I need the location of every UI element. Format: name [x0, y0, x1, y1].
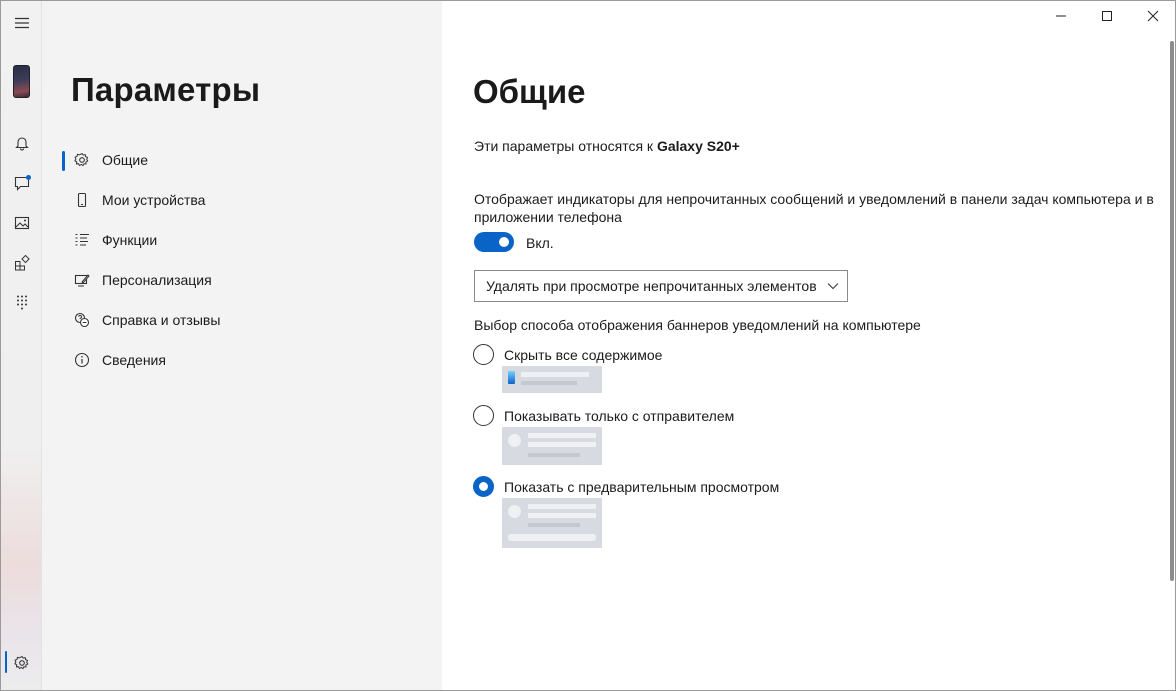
device-name: Galaxy S20+ [656, 138, 740, 154]
nav-item-personalization[interactable] [62, 262, 432, 298]
toggle-state-label: Вкл. [526, 235, 554, 251]
radio-label-with-preview[interactable]: Показать с предварительным просмотром [504, 479, 780, 495]
nav-item-label: Справка и отзывы [102, 312, 221, 328]
nav-item-general[interactable] [62, 142, 432, 178]
radio-hide-content[interactable] [473, 344, 494, 365]
applies-to-text [474, 138, 740, 154]
phone-thumbnail[interactable] [13, 65, 30, 98]
radio-label-hide-content[interactable]: Скрыть все содержимое [504, 347, 663, 363]
nav-selection-indicator [62, 151, 65, 171]
maximize-icon [1101, 9, 1113, 27]
gear-icon [73, 151, 91, 169]
personalization-icon [73, 271, 91, 289]
minimize-icon [1055, 9, 1067, 27]
close-icon [1147, 9, 1159, 27]
chevron-down-icon [827, 280, 839, 292]
close-button[interactable] [1130, 3, 1176, 33]
photos-icon[interactable] [1, 208, 42, 238]
nav-item-my-devices[interactable] [62, 182, 432, 218]
nav-item-features[interactable] [62, 222, 432, 258]
avatar [508, 505, 521, 518]
badge-description: Отображает индикаторы для непрочитанных сообщений и уведомлений в панели задач компьютера и в приложении телефона [474, 191, 1154, 225]
radio-with-preview[interactable] [473, 476, 494, 497]
avatar [508, 434, 521, 447]
banner-style-label: Выбор способа отображения баннеров уведомлений на компьютере [474, 317, 921, 333]
phone-icon [73, 191, 91, 209]
left-rail [1, 1, 42, 690]
toggle-knob [499, 237, 509, 247]
app-icon [508, 371, 515, 384]
nav-item-help-feedback[interactable] [62, 302, 432, 338]
hamburger-icon[interactable] [1, 8, 42, 38]
apps-icon[interactable] [1, 248, 42, 278]
page-title: Общие [473, 73, 586, 110]
applies-to-prefix: Эти параметры относятся к [474, 138, 654, 154]
maximize-button[interactable] [1084, 3, 1130, 33]
nav-item-label: Персонализация [102, 272, 212, 288]
gear-icon[interactable] [1, 648, 42, 678]
settings-nav-panel [42, 1, 442, 690]
dialpad-icon[interactable] [1, 287, 42, 317]
nav-item-label: Сведения [102, 352, 166, 368]
preview-with-preview [502, 498, 602, 548]
clear-badges-dropdown[interactable] [474, 270, 848, 302]
badge-toggle[interactable] [474, 232, 514, 252]
preview-hide-content [502, 366, 602, 393]
info-icon [73, 351, 91, 369]
nav-item-label: Функции [102, 232, 158, 248]
nav-item-label: Мои устройства [102, 192, 206, 208]
nav-item-about[interactable] [62, 342, 432, 378]
dropdown-value: Удалять при просмотре непрочитанных элементов [486, 278, 817, 294]
unread-dot [26, 175, 31, 180]
radio-label-sender-only[interactable]: Показывать только с отправителем [504, 408, 735, 424]
nav-item-label: Общие [102, 152, 149, 168]
settings-content [442, 1, 1175, 690]
nav-title: Параметры [71, 71, 261, 108]
preview-sender-only [502, 427, 602, 465]
scrollbar[interactable] [1170, 41, 1174, 581]
help-feedback-icon [73, 311, 91, 329]
chat-icon[interactable] [1, 168, 42, 198]
minimize-button[interactable] [1038, 3, 1084, 33]
features-list-icon [73, 231, 91, 249]
bell-icon[interactable] [1, 128, 42, 158]
radio-sender-only[interactable] [473, 405, 494, 426]
